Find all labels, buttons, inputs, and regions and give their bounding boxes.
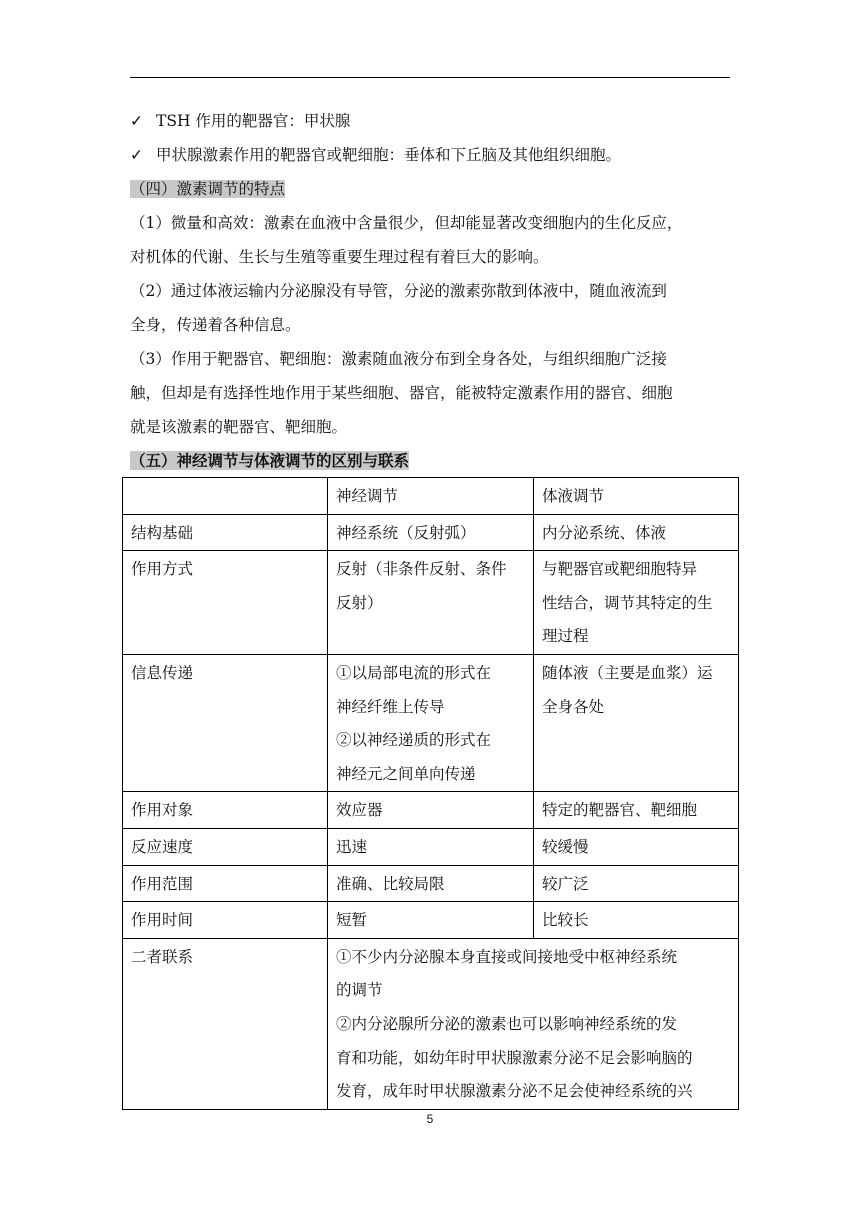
header-rule — [130, 77, 730, 78]
neural-cell: ①以局部电流的形式在 神经纤维上传导 ②以神经递质的形式在 神经元之间单向传递 — [328, 654, 534, 791]
humoral-cell: 内分泌系统、体液 — [534, 514, 739, 551]
bullet-thyroid-hormone: ✓ 甲状腺激素作用的靶器官或靶细胞：垂体和下丘脑及其他组织细胞。 — [130, 146, 622, 164]
humoral-cell: 与靶器官或靶细胞特异 性结合，调节其特定的生 理过程 — [534, 551, 739, 655]
table-header-row — [123, 478, 739, 515]
section4-heading: （四）激素调节的特点 — [130, 180, 286, 198]
section4-line-7: 就是该激素的靶器官、靶细胞。 — [130, 418, 348, 436]
section4-line-6: 触，但却是有选择性地作用于某些细胞、器官，能被特定激素作用的器官、细胞 — [130, 384, 673, 402]
row-label: 作用范围 — [123, 865, 328, 902]
row-label: 结构基础 — [123, 514, 328, 551]
neural-cell: 效应器 — [328, 792, 534, 829]
header-cell — [123, 478, 328, 515]
comparison-table — [122, 477, 739, 1110]
neural-cell: 神经系统（反射弧） — [328, 514, 534, 551]
table-row — [123, 551, 739, 655]
table-row — [123, 654, 739, 791]
section4-line-3: （2）通过体液运输内分泌腺没有导管，分泌的激素弥散到体液中，随血液流到 — [130, 282, 667, 300]
header-cell: 神经调节 — [328, 478, 534, 515]
row-label: 作用对象 — [123, 792, 328, 829]
relation-cell: ①不少内分泌腺本身直接或间接地受中枢神经系统 的调节 ②内分泌腺所分泌的激素也可以影响神经系统的发 育和功能，如幼年时甲状腺激素分泌不足会影响脑的 发育，成年时甲状腺激素分泌不足会使神经系统的兴 — [328, 938, 739, 1109]
humoral-cell: 特定的靶器官、靶细胞 — [534, 792, 739, 829]
table-row — [123, 514, 739, 551]
check-icon: ✓ — [130, 112, 143, 130]
section4-line-2: 对机体的代谢、生长与生殖等重要生理过程有着巨大的影响。 — [130, 248, 549, 266]
table-row — [123, 828, 739, 865]
page-number: 5 — [426, 1112, 434, 1126]
humoral-cell: 较广泛 — [534, 865, 739, 902]
header-cell: 体液调节 — [534, 478, 739, 515]
row-label: 作用方式 — [123, 551, 328, 655]
section4-line-5: （3）作用于靶器官、靶细胞：激素随血液分布到全身各处，与组织细胞广泛接 — [130, 350, 667, 368]
row-label: 信息传递 — [123, 654, 328, 791]
table-row-relation — [123, 938, 739, 1109]
neural-cell: 迅速 — [328, 828, 534, 865]
section4-line-1: （1）微量和高效：激素在血液中含量很少，但却能显著改变细胞内的生化反应， — [130, 214, 683, 232]
humoral-cell: 较缓慢 — [534, 828, 739, 865]
section5-heading: （五）神经调节与体液调节的区别与联系 — [130, 451, 410, 470]
section4-line-4: 全身，传递着各种信息。 — [130, 316, 301, 334]
neural-cell: 准确、比较局限 — [328, 865, 534, 902]
table-row — [123, 792, 739, 829]
neural-cell: 反射（非条件反射、条件 反射） — [328, 551, 534, 655]
row-label: 二者联系 — [123, 938, 328, 1109]
neural-cell: 短暂 — [328, 902, 534, 939]
row-label: 作用时间 — [123, 902, 328, 939]
humoral-cell: 比较长 — [534, 902, 739, 939]
table-row — [123, 902, 739, 939]
humoral-cell: 随体液（主要是血浆）运 全身各处 — [534, 654, 739, 791]
table-row — [123, 865, 739, 902]
row-label: 反应速度 — [123, 828, 328, 865]
check-icon: ✓ — [130, 146, 143, 164]
bullet-tsh: ✓ TSH 作用的靶器官：甲状腺 — [130, 112, 351, 130]
